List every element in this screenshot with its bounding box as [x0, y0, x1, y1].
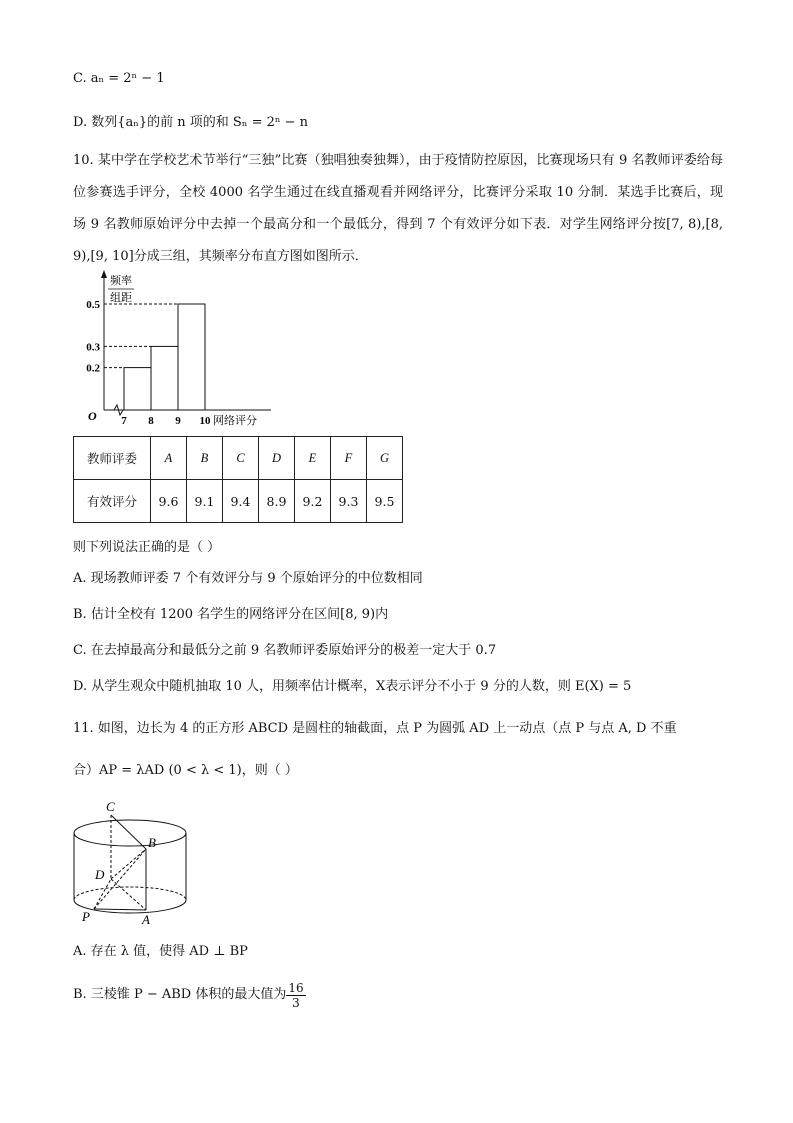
histogram-bar: [151, 346, 178, 410]
histogram-plot: [86, 270, 271, 427]
q10-stem: 10. 某中学在学校艺术节举行“三独”比赛（独唱独奏独舞），由于疫情防控原因，比赛现场只有 9 名教师评委给每位参赛选手评分，全校 4000 名学生通过在线直播观看并网络评分，比赛评分采取 10 分制．某选手比赛后，现场 9 名教师原始评分中去掉一个最高分和一个最低分，得到 7 个有效评分如下表．对学生网络评分按[7, 8),[8, 9),[9, 10]分成三组，其频率分布直方图如图所示．: [73, 153, 723, 264]
x-tick-label: 10: [199, 415, 211, 427]
diag-db: [111, 849, 146, 879]
score-cell: 9.6: [151, 480, 187, 523]
option-9d: D. 数列{aₙ}的前 n 项的和 Sₙ = 2ⁿ − n: [73, 115, 309, 130]
label-b: B: [148, 835, 156, 850]
judge-cell: B: [187, 437, 223, 480]
judge-cell: E: [295, 437, 331, 480]
q10-option-a: A. 现场教师评委 7 个有效评分与 9 个原始评分的中位数相同: [73, 571, 423, 586]
cylinder-figure: [66, 797, 206, 927]
q10-option-b: B. 估计全校有 1200 名学生的网络评分在区间[8, 9)内: [73, 607, 389, 622]
fraction-numerator: 16: [288, 980, 304, 995]
x-tick-label: 7: [121, 415, 127, 427]
table-header-judge: 教师评委: [74, 437, 151, 480]
x-tick-label: 9: [175, 415, 181, 427]
q11-option-b: [73, 975, 306, 1015]
judge-cell: C: [223, 437, 259, 480]
score-cell: 9.1: [187, 480, 223, 523]
histogram-bar: [178, 304, 205, 410]
judge-cell: A: [151, 437, 187, 480]
label-c: C: [106, 799, 115, 814]
edge-pd: [94, 879, 111, 909]
y-tick-label: 0.3: [86, 341, 100, 354]
q10-option-d: D. 从学生观众中随机抽取 10 人，用频率估计概率，X表示评分不小于 9 分的人数，则 E(X) = 5: [73, 679, 632, 694]
bottom-ellipse-back: [74, 887, 186, 900]
score-cell: 9.3: [331, 480, 367, 523]
edge-da: [111, 879, 146, 910]
judge-cell: D: [259, 437, 295, 480]
score-cell: 8.9: [259, 480, 295, 523]
judge-cell: G: [367, 437, 403, 480]
score-table: [73, 436, 403, 523]
fraction-denominator: 3: [292, 995, 300, 1010]
histogram-bar: [124, 368, 151, 410]
q10-question: 则下列说法正确的是（ ）: [73, 540, 221, 555]
table-header-score: 有效评分: [74, 480, 151, 523]
q11-stem-line1: 11. 如图，边长为 4 的正方形 ABCD 是圆柱的轴截面，点 P 为圆弧 AD 上一动点（点 P 与点 A, D 不重: [73, 721, 677, 736]
origin-label: O: [88, 409, 97, 423]
y-axis-arrow: [101, 270, 107, 278]
x-tick-label: 8: [148, 415, 154, 427]
y-label-top: 频率: [110, 275, 132, 287]
fraction: [286, 981, 305, 1010]
frequency-histogram: [66, 268, 296, 428]
q11-stem-line2: 合）AP = λAD (0 < λ < 1)，则（ ）: [73, 763, 298, 778]
score-cell: 9.4: [223, 480, 259, 523]
table-row: [74, 437, 403, 480]
bottom-ellipse-front: [74, 900, 186, 913]
edge-pa: [94, 909, 146, 910]
judge-cell: F: [331, 437, 367, 480]
q11-option-b-prefix: B. 三棱锥 P − ABD 体积的最大值为: [73, 987, 287, 1002]
q11-option-a: A. 存在 λ 值，使得 AD ⊥ BP: [73, 944, 248, 959]
y-label-bottom: 组距: [110, 292, 132, 304]
x-axis-label: 网络评分: [213, 415, 257, 427]
label-d: D: [95, 867, 105, 882]
label-p: P: [82, 909, 90, 924]
y-tick-label: 0.5: [86, 299, 100, 311]
q10-option-c: C. 在去掉最高分和最低分之前 9 名教师评委原始评分的极差一定大于 0.7: [73, 643, 497, 658]
label-a: A: [142, 912, 150, 927]
option-9c: C. aₙ = 2ⁿ − 1: [73, 71, 165, 86]
score-cell: 9.5: [367, 480, 403, 523]
y-tick-label: 0.2: [86, 362, 100, 375]
score-cell: 9.2: [295, 480, 331, 523]
table-row: [74, 480, 403, 523]
